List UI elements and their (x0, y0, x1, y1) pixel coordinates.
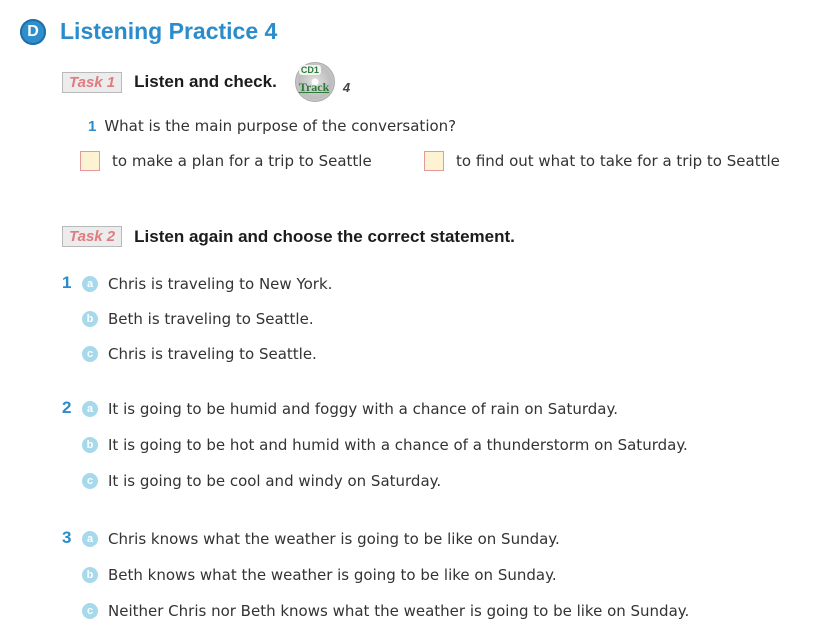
question-number: 1 (88, 118, 97, 135)
task1-option-1[interactable] (80, 151, 372, 171)
question-number: 3 (62, 528, 72, 547)
option-text: Beth is traveling to Seattle. (108, 310, 314, 328)
answer-option[interactable] (82, 566, 557, 584)
option-letter: a (82, 401, 98, 417)
answer-option[interactable] (82, 400, 618, 418)
option-letter: b (82, 311, 98, 327)
option-letter: a (82, 276, 98, 292)
option-letter: c (82, 603, 98, 619)
page-title: Listening Practice 4 (60, 18, 278, 44)
option-text: Chris is traveling to Seattle. (108, 345, 317, 363)
option-letter: c (82, 473, 98, 489)
section-badge: D (20, 19, 46, 45)
option-letter: b (82, 437, 98, 453)
option-letter: b (82, 567, 98, 583)
answer-option[interactable] (82, 602, 689, 620)
task1-instruction: Listen and check. (134, 72, 277, 91)
track-number: 4 (342, 80, 351, 95)
option-text: Neither Chris nor Beth knows what the weather is going to be like on Sunday. (108, 602, 690, 620)
option-letter: a (82, 531, 98, 547)
task2-instruction: Listen again and choose the correct statement. (134, 226, 515, 246)
task1-label: Task 1 (62, 72, 122, 93)
audio-track-badge[interactable] (295, 62, 365, 102)
option-text: It is going to be cool and windy on Saturday. (108, 472, 442, 490)
task1-header (62, 62, 365, 102)
task1-option-2[interactable] (424, 151, 780, 171)
option-text: Chris knows what the weather is going to be like on Sunday. (108, 530, 560, 548)
answer-option[interactable] (82, 530, 560, 548)
answer-option[interactable] (82, 275, 332, 293)
task1-question (88, 117, 456, 135)
question-number: 2 (62, 398, 72, 417)
answer-option[interactable] (82, 345, 317, 363)
option-text: Beth knows what the weather is going to be like on Sunday. (108, 566, 557, 584)
option-checkbox[interactable] (424, 151, 444, 171)
option-text: It is going to be humid and foggy with a chance of rain on Saturday. (108, 400, 618, 418)
option-letter: c (82, 346, 98, 362)
task2-header (62, 226, 515, 247)
option-text: Chris is traveling to New York. (108, 275, 333, 293)
option-text: to make a plan for a trip to Seattle (112, 152, 372, 170)
answer-option[interactable] (82, 472, 441, 490)
option-text: It is going to be hot and humid with a chance of a thunderstorm on Saturday. (108, 436, 688, 454)
option-checkbox[interactable] (80, 151, 100, 171)
option-text: to find out what to take for a trip to Seattle (456, 152, 780, 170)
section-header (20, 18, 277, 45)
task2-label: Task 2 (62, 226, 122, 247)
cd-label: CD1 (300, 65, 319, 75)
track-label: Track (298, 80, 330, 94)
question-text: What is the main purpose of the conversation? (104, 117, 457, 135)
answer-option[interactable] (82, 436, 688, 454)
answer-option[interactable] (82, 310, 314, 328)
question-number: 1 (62, 273, 72, 292)
